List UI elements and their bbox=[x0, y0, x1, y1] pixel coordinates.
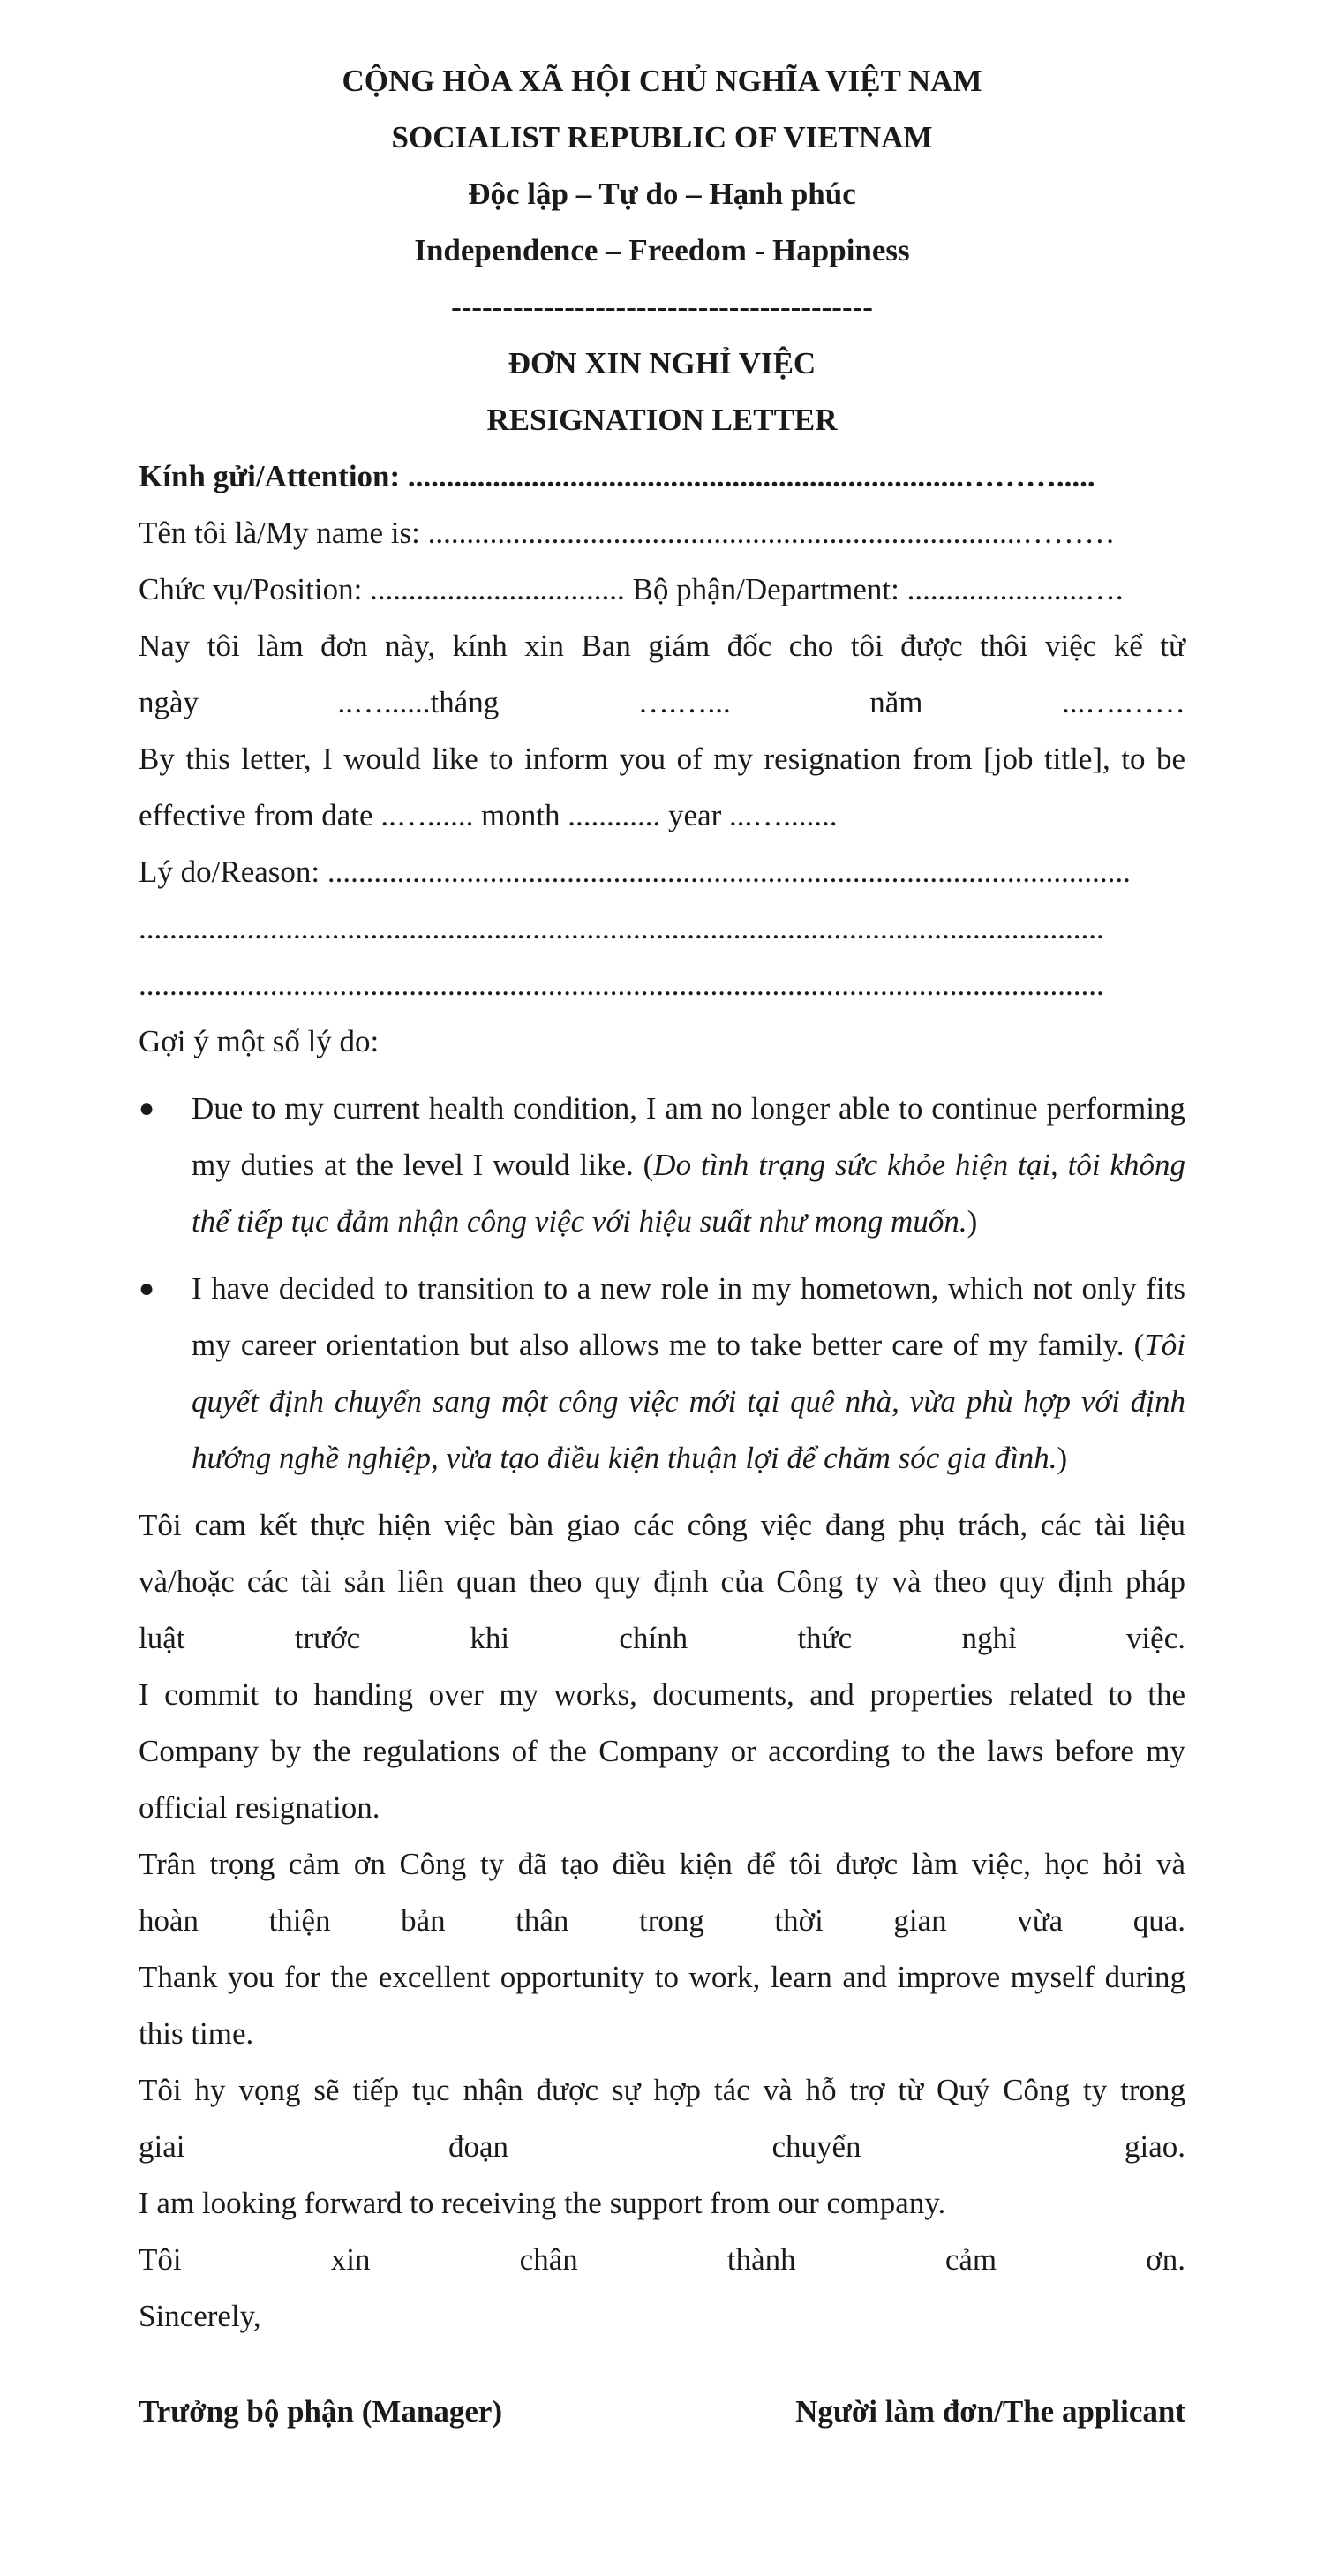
reason-line-3: ............................................................................................................................. bbox=[139, 968, 1104, 1002]
bullet-close: ) bbox=[1057, 1441, 1068, 1475]
header-divider: ----------------------------------------- bbox=[451, 290, 873, 324]
word: việc. bbox=[1125, 1621, 1185, 1655]
thanks-vi-line-2 bbox=[139, 1893, 1185, 1949]
word: chuyển bbox=[771, 2129, 861, 2164]
word: bản bbox=[401, 1903, 446, 1938]
commitment-vi-line-2 bbox=[139, 1610, 1185, 1667]
word: xin bbox=[330, 2242, 371, 2277]
bullet-icon: ● bbox=[139, 1274, 155, 1303]
motto-en: Independence – Freedom - Happiness bbox=[414, 233, 910, 267]
manager-signature-label: Trưởng bộ phận (Manager) bbox=[139, 2394, 503, 2429]
word: khi bbox=[470, 1621, 510, 1655]
document-title-en: RESIGNATION LETTER bbox=[486, 403, 838, 437]
hope-vi-line-2 bbox=[139, 2119, 1185, 2175]
signature-row bbox=[139, 2384, 1185, 2440]
word: cảm bbox=[944, 2242, 997, 2277]
word: chính bbox=[619, 1621, 688, 1655]
request-vi-line: Nay tôi làm đơn này, kính xin Ban giám đốc cho tôi được thôi việc kể từ bbox=[139, 629, 1185, 663]
word: hoàn bbox=[139, 1903, 199, 1938]
thanks-en-paragraph: Thank you for the excellent opportunity to work, learn and improve myself during this time. bbox=[139, 1960, 1185, 2051]
commitment-en-paragraph: I commit to handing over my works, documents, and properties related to the Company by the regulations of the Company or according to the laws before my official resignation. bbox=[139, 1677, 1185, 1825]
day-blank: ..…......tháng bbox=[337, 685, 500, 719]
word: chân bbox=[519, 2242, 578, 2277]
motto-vi: Độc lập – Tự do – Hạnh phúc bbox=[468, 177, 856, 211]
name-field: Tên tôi là/My name is: .............................................................................……… bbox=[139, 516, 1116, 550]
commitment-vi-line-1: Tôi cam kết thực hiện việc bàn giao các công việc đang phụ trách, các tài liệu và/hoặc các tài sản liên quan theo quy định của Công ty và theo quy định pháp bbox=[139, 1508, 1185, 1599]
sincere-en-line: Sincerely, bbox=[139, 2299, 261, 2333]
request-en-paragraph: By this letter, I would like to inform you of my resignation from [job title], to be effective from date ..…...... month ............ year ...…....... bbox=[139, 742, 1185, 832]
hope-vi-line-1: Tôi hy vọng sẽ tiếp tục nhận được sự hợp tác và hỗ trợ từ Quý Công ty trong bbox=[139, 2073, 1185, 2107]
bullet-text-vi: Do tình trạng sức khỏe hiện tại, tôi không thể tiếp tục đảm nhận công việc với hiệu suất như mong muốn. bbox=[192, 1148, 1186, 1239]
word: qua. bbox=[1132, 1903, 1186, 1938]
word: Tôi bbox=[139, 2242, 182, 2277]
attention-field: Kính gửi/Attention: ........................................................................………..... bbox=[139, 459, 1095, 493]
bullet-text-en: Due to my current health condition, I am no longer able to continue performing my duties at the level I would like. ( bbox=[192, 1091, 1185, 1182]
document-title-vi: ĐƠN XIN NGHỈ VIỆC bbox=[508, 346, 816, 380]
sincere-vi-line bbox=[139, 2232, 1185, 2288]
bullet-text-vi: Tôi quyết định chuyển sang một công việc mới tại quê nhà, vừa phù hợp với định hướng nghề nghiệp, vừa tạo điều kiện thuận lợi để chăm sóc gia đình. bbox=[192, 1328, 1185, 1475]
year-label: năm bbox=[869, 685, 923, 719]
word: đoạn bbox=[448, 2129, 508, 2164]
list-item bbox=[139, 1261, 1185, 1487]
word: thời bbox=[774, 1903, 824, 1938]
word: ơn. bbox=[1146, 2242, 1186, 2277]
word: trong bbox=[638, 1903, 704, 1938]
word: thân bbox=[515, 1903, 569, 1938]
reason-line-2: ............................................................................................................................. bbox=[139, 911, 1104, 945]
country-name-en: SOCIALIST REPUBLIC OF VIETNAM bbox=[391, 120, 933, 154]
month-blank: ….…... bbox=[637, 685, 731, 719]
list-item bbox=[139, 1081, 1185, 1250]
suggested-reasons-label: Gợi ý một số lý do: bbox=[139, 1024, 380, 1058]
year-blank: ...….…… bbox=[1062, 685, 1186, 719]
day-label: ngày bbox=[139, 685, 199, 719]
word: giai bbox=[139, 2129, 185, 2164]
thanks-vi-line-1: Trân trọng cảm ơn Công ty đã tạo điều kiện để tôi được làm việc, học hỏi và bbox=[139, 1847, 1185, 1881]
bullet-close: ) bbox=[967, 1204, 978, 1239]
applicant-signature-label: Người làm đơn/The applicant bbox=[795, 2394, 1185, 2429]
word: trước bbox=[294, 1621, 361, 1655]
word: nghỉ bbox=[961, 1621, 1017, 1655]
word: thành bbox=[726, 2242, 796, 2277]
word: thức bbox=[797, 1621, 853, 1655]
word: giao. bbox=[1125, 2129, 1186, 2164]
position-department-field: Chức vụ/Position: ................................. Bộ phận/Department: .......................…. bbox=[139, 572, 1124, 606]
reason-field: Lý do/Reason: ........................................................................................................ bbox=[139, 855, 1131, 889]
word: luật bbox=[139, 1621, 185, 1655]
word: gian bbox=[893, 1903, 947, 1938]
country-name-vi: CỘNG HÒA XÃ HỘI CHỦ NGHĨA VIỆT NAM bbox=[342, 64, 982, 98]
date-vi-line bbox=[139, 674, 1185, 731]
word: vừa bbox=[1017, 1903, 1064, 1938]
hope-en-line: I am looking forward to receiving the support from our company. bbox=[139, 2186, 946, 2220]
word: thiện bbox=[268, 1903, 331, 1938]
bullet-text-en: I have decided to transition to a new role in my hometown, which not only fits my career orientation but also allows me to take better care of my family. ( bbox=[192, 1271, 1185, 1362]
bullet-icon: ● bbox=[139, 1094, 155, 1123]
